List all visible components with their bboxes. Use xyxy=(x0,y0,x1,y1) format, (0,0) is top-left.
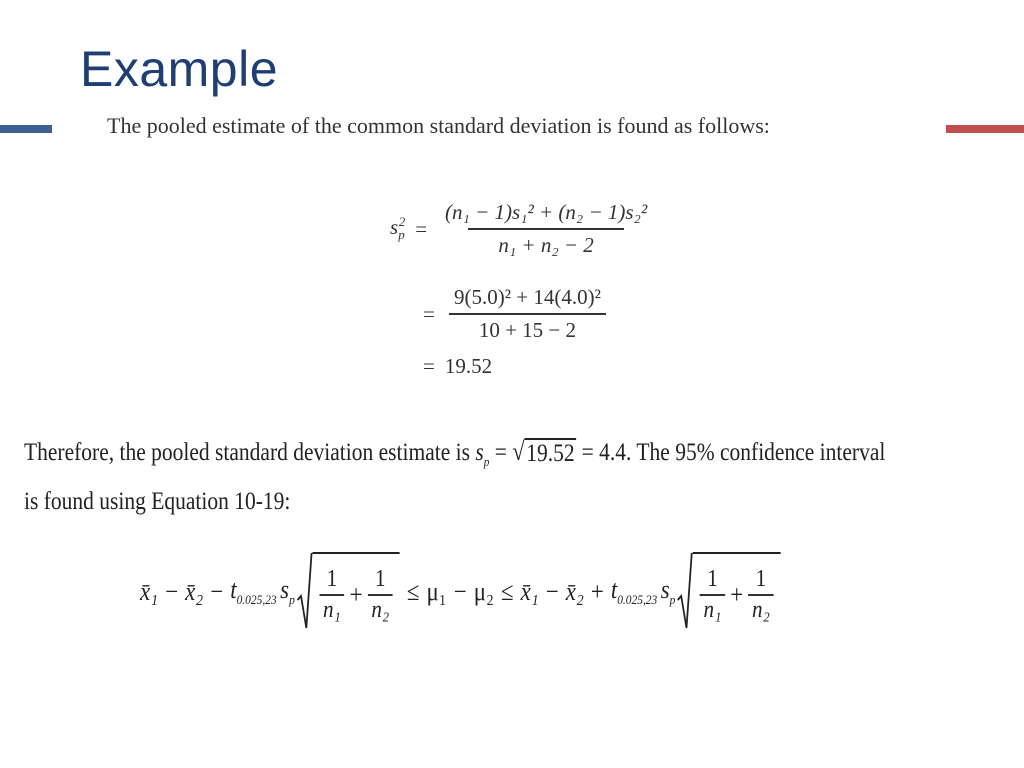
mu-2: μ₂ xyxy=(473,577,494,606)
leq-sign: ≤ xyxy=(406,577,420,606)
x-bar-1: x̄₁ xyxy=(520,577,539,606)
sqrt-expression: $\frac{1}{\text{n₁}}$ + $\frac{1}{\text{n₂}}$ xyxy=(297,552,400,632)
t-statistic: $t_{0.025,23}$ xyxy=(230,575,277,608)
paragraph-line-1: Therefore, the pooled standard deviation estimate is $s_p$ = √ 19.52 = 4.4. The 95% confidence interval xyxy=(24,432,875,482)
result-value: 19.52 xyxy=(444,354,493,378)
radical-sign-icon xyxy=(297,552,313,632)
minus-sign: − xyxy=(165,577,179,606)
confidence-interval-formula xyxy=(140,552,780,632)
general-fraction xyxy=(441,200,651,258)
minus-sign: − xyxy=(210,577,224,606)
x-bar-2: x̄₂ xyxy=(185,577,204,606)
accent-bar-right xyxy=(946,125,1024,133)
equals-sign: = xyxy=(415,216,428,241)
plus-sign: + xyxy=(590,577,604,606)
minus-sign: − xyxy=(545,577,559,606)
pooled-variance-general xyxy=(390,200,655,258)
substituted-numerator: 9(5.0)² + 14(4.0)² xyxy=(453,285,601,309)
x-bar-1: x̄₁ xyxy=(140,577,159,606)
sp-symbol: $s_p$ xyxy=(280,575,295,608)
sqrt-expression: $\frac{1}{\text{n₁}}$ + $\frac{1}{\text{n₂}}$ xyxy=(677,552,780,632)
general-denominator: n₁ + n₂ − 2 xyxy=(468,228,623,258)
intro-text: The pooled estimate of the common standard deviation is found as follows: xyxy=(107,113,770,138)
mu-1: μ₁ xyxy=(426,577,447,606)
slide-title: Example xyxy=(80,41,279,97)
t-statistic: $t_{0.025,23}$ xyxy=(610,575,658,608)
pooled-variance-result xyxy=(423,354,492,379)
equals-sign: = xyxy=(423,301,435,326)
sp-symbol: $s_p$ xyxy=(660,575,676,608)
paragraph-line-2: is found using Equation 10-19: xyxy=(24,488,291,515)
accent-bar-left xyxy=(0,125,52,133)
conclusion-paragraph xyxy=(24,432,886,522)
radical-sign-icon xyxy=(677,552,693,632)
pooled-variance-substituted xyxy=(423,285,610,343)
sqrt-expression: √ 19.52 xyxy=(512,432,576,472)
substituted-fraction xyxy=(449,285,606,343)
general-numerator: (n₁ − 1)s₁² + (n₂ − 1)s₂² xyxy=(445,200,648,224)
lhs-symbol: $s_p^2$ xyxy=(390,214,406,243)
minus-sign: − xyxy=(453,577,467,606)
substituted-denominator: 10 + 15 − 2 xyxy=(449,313,606,343)
x-bar-2: x̄₂ xyxy=(565,577,584,606)
equals-sign: = xyxy=(423,354,435,378)
leq-sign: ≤ xyxy=(501,577,514,606)
